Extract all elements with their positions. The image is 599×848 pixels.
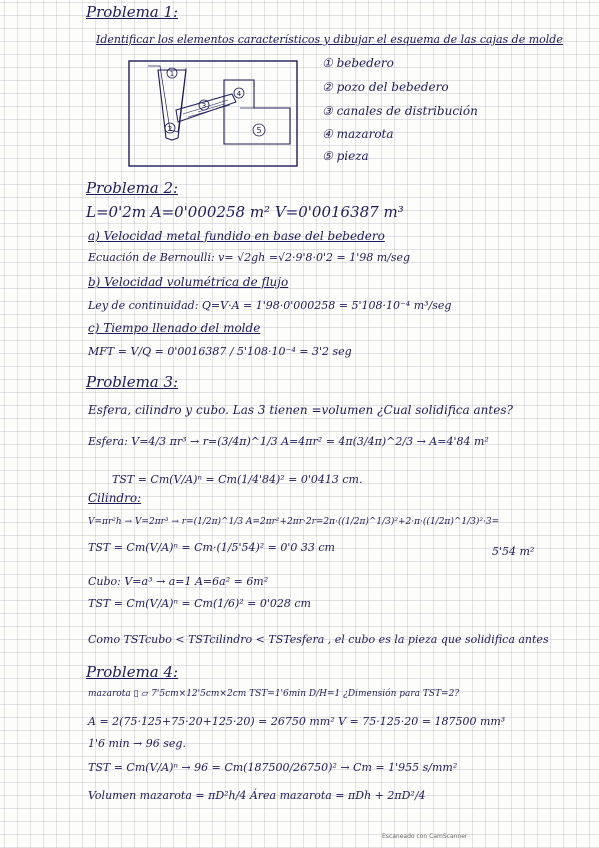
p2-c-equation: MFT = V/Q = 0'0016387 / 5'108·10⁻⁴ = 3'2 seg [88,345,352,358]
legend-item-2: ② pozo del bebedero [322,80,449,94]
sketch-label-4: 4 [236,90,242,98]
p3-title: Problema 3: [86,373,179,391]
p2-a-label: a) Velocidad metal fundido en base del bebedero [88,229,385,243]
mold-box-sketch [128,60,298,170]
sketch-label-5: 5 [256,126,262,135]
legend-item-5: ⑤ pieza [322,149,369,163]
p3-cilindro-label: Cilindro: [88,491,142,505]
p3-esfera-equation: Esfera: V=4/3 πr³ → r=(3/4π)^1/3 A=4πr² = 4π(3/4π)^2/3 → A=4'84 m² [88,435,489,448]
legend-item-3: ③ canales de distribución [322,104,478,118]
p3-conclusion: Como TSTcubo < TSTcilindro < TSTesfera , el cubo es la pieza que solidifica antes [88,633,549,646]
p3-statement: Esfera, cilindro y cubo. Las 3 tienen =volumen ¿Cual solidifica antes? [88,403,513,417]
p3-cubo-equation: Cubo: V=a³ → a=1 A=6a² = 6m² [88,575,269,588]
p2-c-label: c) Tiempo llenado del molde [88,321,261,335]
scanner-watermark: Escaneado con CamScanner [382,833,468,840]
p2-data: L=0'2m A=0'000258 m² V=0'0016387 m³ [86,203,404,221]
p4-mazarota-line: mazarota ▯ ▱ 7'5cm×12'5cm×2cm TST=1'6min D/H=1 ¿Dimensión para TST=2? [88,689,460,699]
p2-b-equation: Ley de continuidad: Q=V·A = 1'98·0'000258 = 5'108·10⁻⁴ m³/seg [88,299,452,312]
p4-tst-equation: TST = Cm(V/A)ⁿ → 96 = Cm(187500/26750)² → Cm = 1'955 s/mm² [88,761,458,774]
sketch-label-3: 3 [201,102,207,110]
p2-a-equation: Ecuación de Bernoulli: v= √2gh =√2·9'8·0'2 = 1'98 m/seg [88,251,411,264]
p2-b-label: b) Velocidad volumétrica de flujo [88,275,289,289]
legend-item-1: ① bebedero [322,56,394,70]
p3-esfera-tst: TST = Cm(V/A)ⁿ = Cm(1/4'84)² = 0'0413 cm. [112,473,363,486]
p3-cilindro-tst: TST = Cm(V/A)ⁿ = Cm·(1/5'54)² = 0'0 33 cm [88,541,335,554]
p3-cilindro-equation: V=πr²h → V=2πr³ → r=(1/2π)^1/3 A=2πr²+2πr·2r=2π·((1/2π)^1/3)²+2·π·((1/2π)^1/3)²·3= [88,517,500,527]
p2-title: Problema 2: [86,179,179,197]
legend-item-4: ④ mazarota [322,127,394,141]
p3-cilindro-area: 5'54 m² [492,545,535,558]
p4-title: Problema 4: [86,663,179,681]
p1-statement: Identificar los elementos característicos y dibujar el esquema de las cajas de molde [96,33,563,46]
sketch-label-1: 1 [169,70,175,78]
p4-area-equation: A = 2(75·125+75·20+125·20) = 26750 mm² V = 75·125·20 = 187500 mm³ [88,715,506,728]
p4-volume-equation: Volumen mazarota = πD²h/4 Área mazarota = πDh + 2πD²/4 [88,789,426,802]
p3-cubo-tst: TST = Cm(V/A)ⁿ = Cm(1/6)² = 0'028 cm [88,597,311,610]
p1-title: Problema 1: [86,3,179,21]
sketch-label-2: 2 [167,125,173,133]
p4-time-equation: 1'6 min → 96 seg. [88,737,186,750]
